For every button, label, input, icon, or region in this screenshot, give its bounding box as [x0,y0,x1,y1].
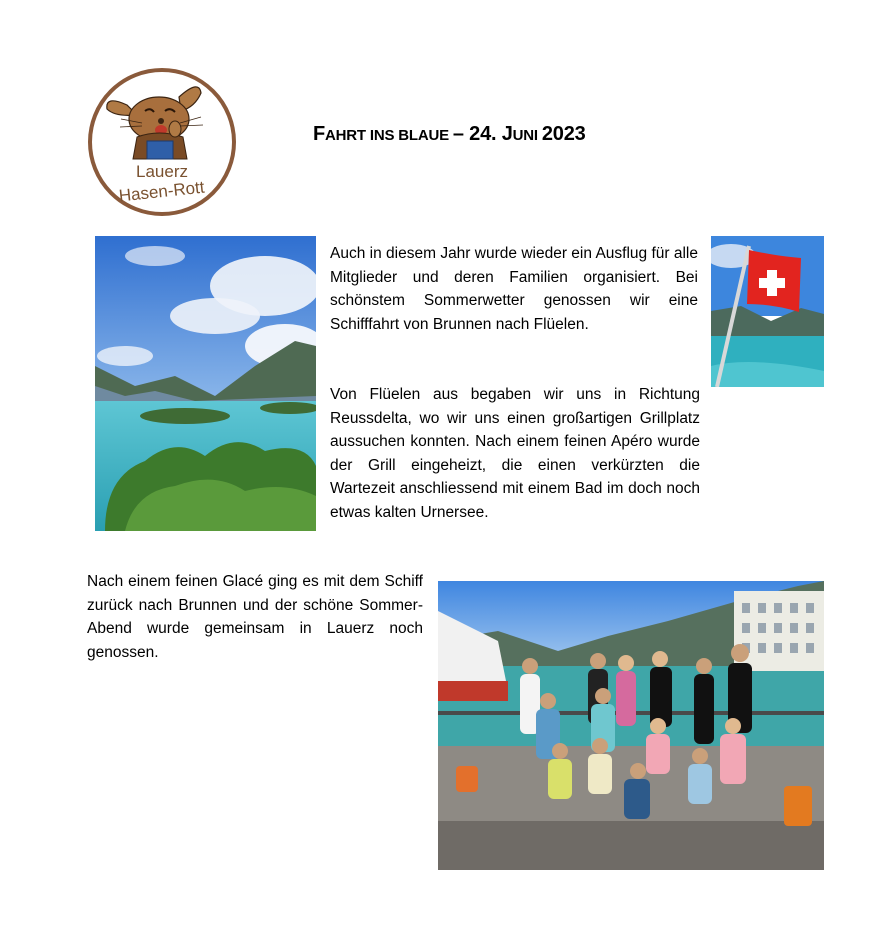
logo-line2: Hasen-Rott [117,177,206,206]
return-text: Nach einem feinen Glacé ging es mit dem Schiff zurück nach Brunnen und der schöne Sommer-Abend wurde gemeinsam in Lauerz noch genossen. [87,573,423,661]
reussdelta-paragraph [330,383,811,524]
lake-view-photo [95,236,316,531]
intro-paragraph [330,242,698,336]
group-photo [438,581,824,870]
title-part: 2023 [541,123,586,145]
swiss-flag-photo [711,236,824,387]
title-part: – 24. J [452,123,513,145]
title-part: UNI [512,127,542,144]
reussdelta-text: Von Flüelen aus begaben wir uns in Richtung Reussdelta, wo wir uns einen großartigen Grillplatz aussuchen konnten. Nach einem feinen Apéro wurde der Grill eingeheizt, die einen verkürzten die Wartezeit anschliessend mit einem Bad im doch noch etwas kalten Urnersee. [330,386,700,521]
title-part: F [313,123,326,145]
page-title [313,120,673,150]
return-paragraph [87,570,423,664]
club-logo [87,67,237,217]
intro-text: Auch in diesem Jahr wurde wieder ein Ausflug für alle Mitglieder und deren Familien organisiert. Bei schönstem Sommerwetter genossen wir eine Schifffahrt von Brunnen nach Flüelen. [330,245,698,333]
logo-line1: Lauerz [136,162,188,181]
title-part: AHRT INS BLAUE [325,127,453,144]
rabbit-mascot-icon [87,67,237,217]
